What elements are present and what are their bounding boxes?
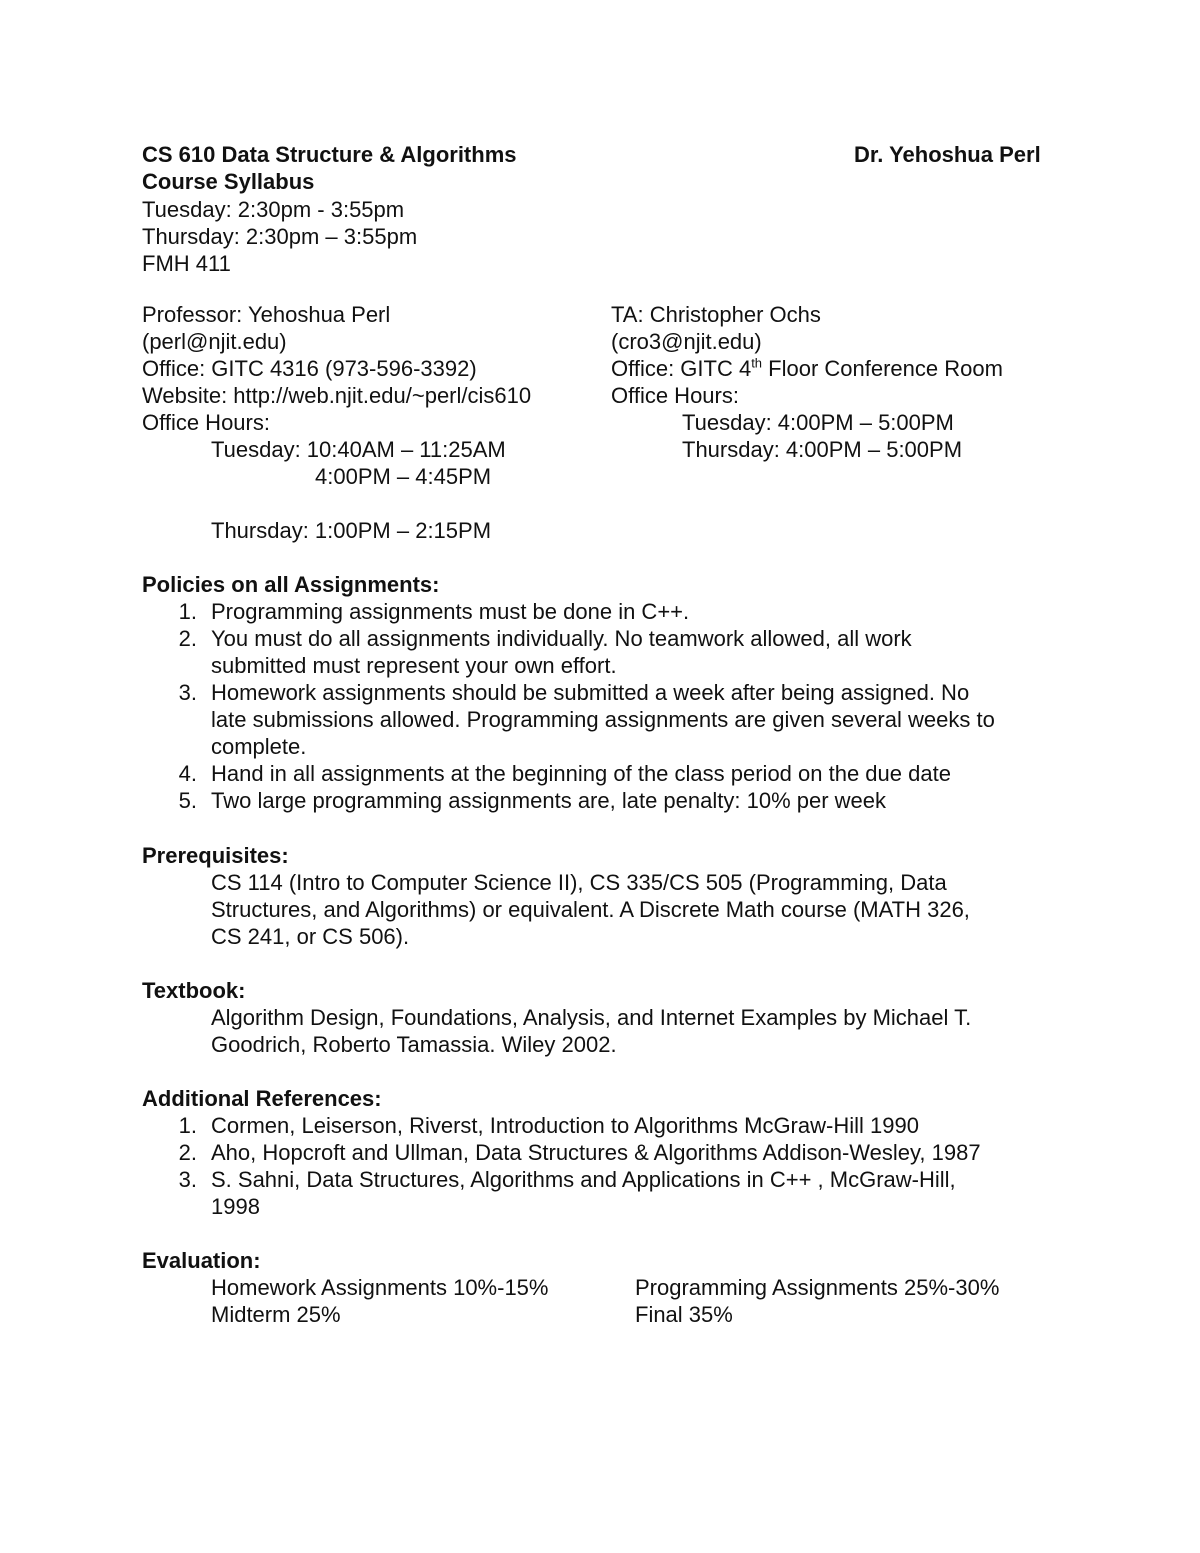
references-heading: Additional References: xyxy=(142,1086,382,1111)
policies-heading: Policies on all Assignments: xyxy=(142,572,440,597)
professor-email: (perl@njit.edu) xyxy=(142,329,287,354)
list-item xyxy=(161,787,886,814)
list-number: 4. xyxy=(178,761,197,786)
list-number: 2. xyxy=(178,626,197,651)
prerequisites-text: CS 114 (Intro to Computer Science II), CS 335/CS 505 (Programming, Data xyxy=(211,870,947,895)
list-text: Aho, Hopcroft and Ullman, Data Structures & Algorithms Addison-Wesley, 1987 xyxy=(211,1140,981,1165)
ta-office-text: Office: GITC 4 xyxy=(611,356,752,381)
list-text: Cormen, Leiserson, Riverst, Introduction to Algorithms McGraw-Hill 1990 xyxy=(211,1113,919,1138)
list-number: 1. xyxy=(178,1113,197,1138)
list-text-continued: 1998 xyxy=(211,1194,260,1219)
list-item xyxy=(161,679,969,706)
prerequisites-text: Structures, and Algorithms) or equivalent. A Discrete Math course (MATH 326, xyxy=(211,897,970,922)
evaluation-final: Final 35% xyxy=(635,1302,733,1327)
ta-hours-thursday: Thursday: 4:00PM – 5:00PM xyxy=(682,437,963,462)
list-number: 3. xyxy=(178,1167,197,1192)
syllabus-subtitle: Course Syllabus xyxy=(142,169,315,194)
professor-website: Website: http://web.njit.edu/~perl/cis610 xyxy=(142,383,532,408)
evaluation-homework: Homework Assignments 10%-15% xyxy=(211,1275,549,1300)
list-number: 3. xyxy=(178,680,197,705)
professor-hours-thursday: Thursday: 1:00PM – 2:15PM xyxy=(211,518,492,543)
list-text: Two large programming assignments are, late penalty: 10% per week xyxy=(211,788,887,813)
list-text: Hand in all assignments at the beginning of the class period on the due date xyxy=(211,761,951,786)
ta-name: TA: Christopher Ochs xyxy=(611,302,821,327)
list-item xyxy=(161,1112,919,1139)
ta-office-text-end: Floor Conference Room xyxy=(762,356,1003,381)
ta-hours-label: Office Hours: xyxy=(611,383,739,408)
professor-hours-tuesday: Tuesday: 10:40AM – 11:25AM xyxy=(211,437,506,462)
instructor-name: Dr. Yehoshua Perl xyxy=(854,142,1041,167)
evaluation-midterm: Midterm 25% xyxy=(211,1302,341,1327)
evaluation-heading: Evaluation: xyxy=(142,1248,261,1273)
list-number: 5. xyxy=(178,788,197,813)
schedule-tuesday: Tuesday: 2:30pm - 3:55pm xyxy=(142,197,405,222)
professor-name: Professor: Yehoshua Perl xyxy=(142,302,391,327)
list-text: Programming assignments must be done in C++. xyxy=(211,599,690,624)
list-text: You must do all assignments individually. No teamwork allowed, all work xyxy=(211,626,912,651)
textbook-text: Algorithm Design, Foundations, Analysis, and Internet Examples by Michael T. xyxy=(211,1005,972,1030)
textbook-heading: Textbook: xyxy=(142,978,246,1003)
prerequisites-text: CS 241, or CS 506). xyxy=(211,924,410,949)
list-number: 2. xyxy=(178,1140,197,1165)
list-text-continued: complete. xyxy=(211,734,307,759)
course-title: CS 610 Data Structure & Algorithms xyxy=(142,142,517,167)
list-text-continued: late submissions allowed. Programming assignments are given several weeks to xyxy=(211,707,995,732)
list-item xyxy=(161,1139,981,1166)
ta-email: (cro3@njit.edu) xyxy=(611,329,762,354)
list-item xyxy=(161,1166,956,1193)
list-item xyxy=(161,598,689,625)
ta-office xyxy=(611,355,1003,382)
professor-hours-tuesday-2: 4:00PM – 4:45PM xyxy=(315,464,492,489)
list-text: Homework assignments should be submitted a week after being assigned. No xyxy=(211,680,970,705)
list-text: S. Sahni, Data Structures, Algorithms and Applications in C++ , McGraw-Hill, xyxy=(211,1167,956,1192)
prerequisites-heading: Prerequisites: xyxy=(142,843,289,868)
professor-office: Office: GITC 4316 (973-596-3392) xyxy=(142,356,477,381)
list-item xyxy=(161,625,912,652)
schedule-thursday: Thursday: 2:30pm – 3:55pm xyxy=(142,224,418,249)
ta-hours-tuesday: Tuesday: 4:00PM – 5:00PM xyxy=(682,410,954,435)
list-item xyxy=(161,760,951,787)
professor-hours-label: Office Hours: xyxy=(142,410,270,435)
list-number: 1. xyxy=(178,599,197,624)
evaluation-programming: Programming Assignments 25%-30% xyxy=(635,1275,1000,1300)
schedule-room: FMH 411 xyxy=(142,251,231,276)
ta-office-superscript: th xyxy=(751,355,763,371)
list-text-continued: submitted must represent your own effort. xyxy=(211,653,617,678)
textbook-text: Goodrich, Roberto Tamassia. Wiley 2002. xyxy=(211,1032,617,1057)
